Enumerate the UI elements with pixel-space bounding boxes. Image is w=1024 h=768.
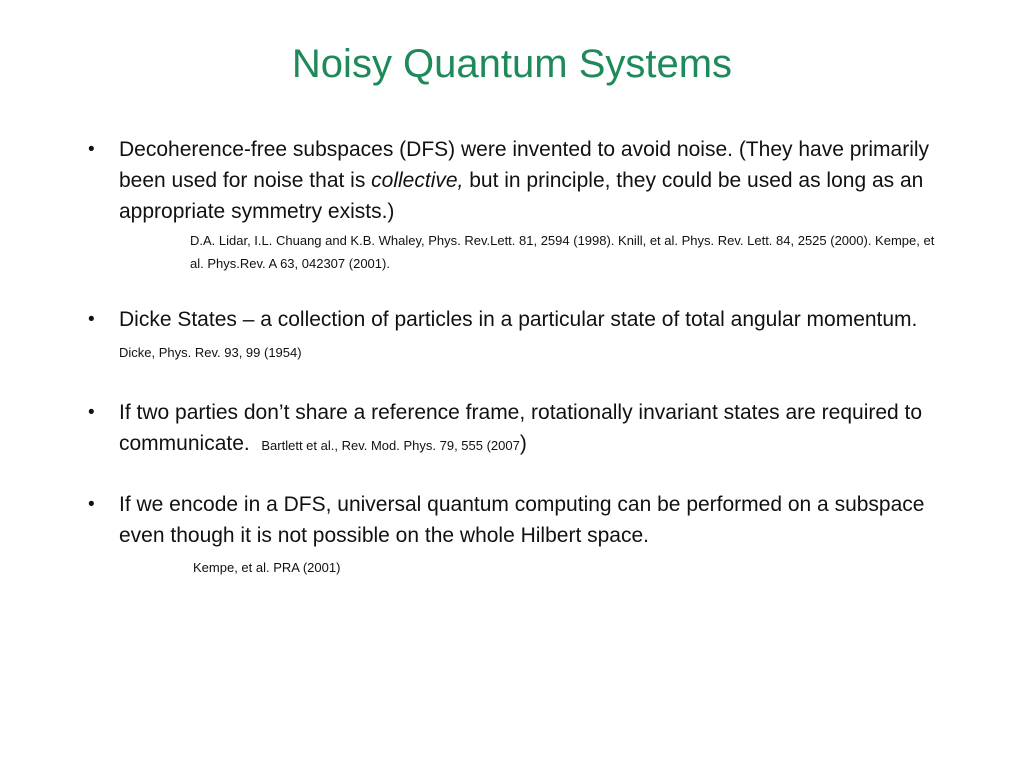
- bullet-icon: •: [88, 494, 95, 515]
- bullet-text-part: but in principle, they could be used as long as an appropriate symmetry exists.): [119, 169, 924, 223]
- bullet-item-dfs-computing: [88, 489, 948, 551]
- reference-citation: Dicke, Phys. Rev. 93, 99 (1954): [119, 345, 302, 360]
- bullet-icon: •: [88, 402, 95, 423]
- bullet-text-part: If two parties don’t share a reference frame, rotationally invariant states are required to communicate.: [119, 401, 923, 455]
- bullet-text: [119, 304, 948, 366]
- bullet-text-part: Decoherence-free subspaces (DFS) were invented to avoid noise. (They have primarily been used for noise that is: [119, 138, 930, 192]
- bullet-item-dicke: [88, 304, 948, 366]
- bullet-icon: •: [88, 139, 95, 160]
- bullet-icon: •: [88, 309, 95, 330]
- bullet-text: [119, 397, 948, 459]
- bullet-text: [119, 134, 948, 227]
- reference-citation: Bartlett et al., Rev. Mod. Phys. 79, 555 (2007: [261, 438, 520, 453]
- reference-citation: Kempe, et al. PRA (2001): [193, 560, 341, 575]
- bullet-item-reference-frame: [88, 397, 948, 459]
- slide-body: [88, 134, 948, 579]
- bullet-emphasis: collective,: [371, 169, 464, 192]
- bullet-item-dfs: [88, 134, 948, 227]
- bullet-text: If we encode in a DFS, universal quantum computing can be performed on a subspace even though it is not possible on the whole Hilbert space.: [119, 493, 925, 547]
- slide-title: Noisy Quantum Systems: [291, 42, 733, 86]
- reference-citation: D.A. Lidar, I.L. Chuang and K.B. Whaley, Phys. Rev.Lett. 81, 2594 (1998). Knill, et al. Phys. Rev. Lett. 84, 2525 (2000). Kempe, et al. Phys.Rev. A 63, 042307 (2001).: [190, 233, 935, 271]
- reference-close-paren: ): [519, 432, 527, 455]
- bullet-text-part: Dicke States – a collection of particles in a particular state of total angular momentum.: [119, 308, 918, 331]
